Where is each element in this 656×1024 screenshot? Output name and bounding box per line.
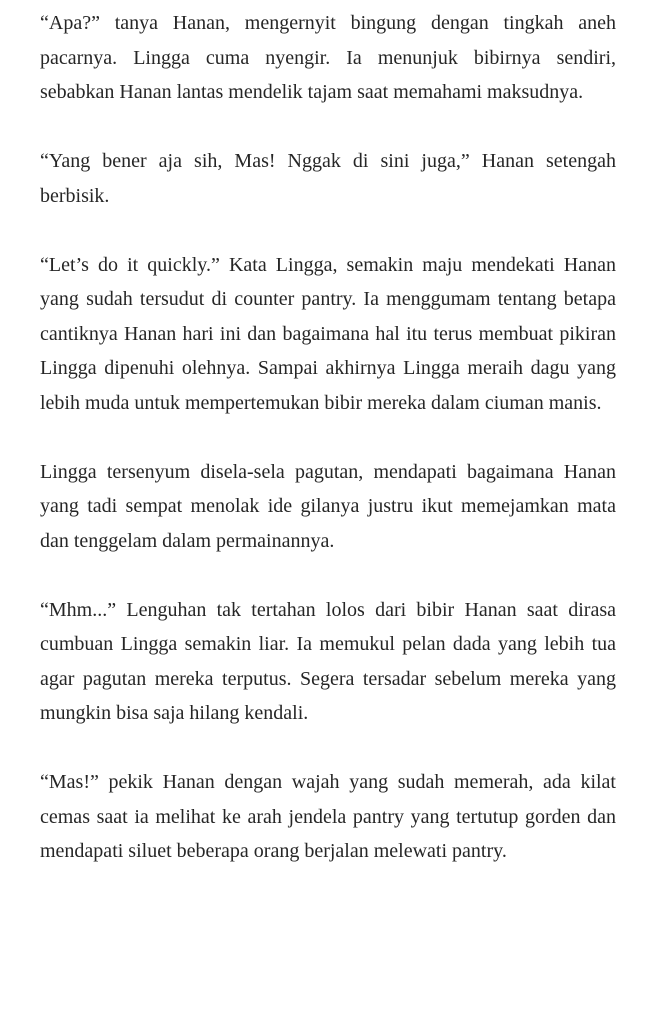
- paragraph-3: “Let’s do it quickly.” Kata Lingga, semakin maju mendekati Hanan yang sudah tersudut di counter pantry. Ia menggumam tentang betapa cantiknya Hanan hari ini dan bagaimana hal itu terus membuat pikiran Lingga dipenuhi olehnya. Sampai akhirnya Lingga meraih dagu yang lebih muda untuk mempertemukan bibir mereka dalam ciuman manis.: [40, 253, 616, 414]
- paragraph-5: “Mhm...” Lenguhan tak tertahan lolos dari bibir Hanan saat dirasa cumbuan Lingga semakin liar. Ia memukul pelan dada yang lebih tua agar pagutan mereka terputus. Segera tersadar sebelum mereka yang mungkin bisa saja hilang kendali.: [40, 598, 616, 724]
- paragraph-1: “Apa?” tanya Hanan, mengernyit bingung dengan tingkah aneh pacarnya. Lingga cuma nyengir. Ia menunjuk bibirnya sendiri, sebabkan Hanan lantas mendelik tajam saat memahami maksudnya.: [40, 12, 616, 103]
- paragraph-4: Lingga tersenyum disela-sela pagutan, mendapati bagaimana Hanan yang tadi sempat menolak ide gilanya justru ikut memejamkan mata dan tenggelam dalam permainannya.: [40, 460, 616, 552]
- paragraph-2: “Yang bener aja sih, Mas! Nggak di sini juga,” Hanan setengah berbisik.: [40, 150, 616, 207]
- paragraph-6: “Mas!” pekik Hanan dengan wajah yang sudah memerah, ada kilat cemas saat ia melihat ke arah jendela pantry yang tertutup gorden dan mendapati siluet beberapa orang berjalan melewati pantry.: [40, 771, 616, 862]
- story-text-page: [40, 6, 616, 869]
